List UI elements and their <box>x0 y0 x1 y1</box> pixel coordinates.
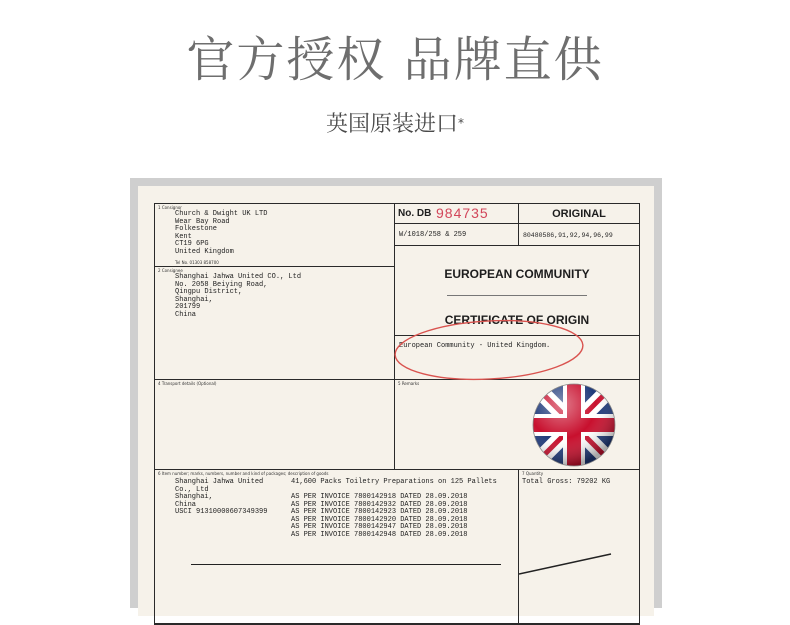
goods-description-box <box>155 470 519 624</box>
quantity-box <box>519 470 639 624</box>
consignor-address <box>175 211 267 257</box>
page-subheadline <box>0 110 790 140</box>
consignor-line: United Kingdom <box>175 247 234 256</box>
certificate-number-label: No. DB <box>398 208 432 219</box>
reference-right-box <box>519 224 639 246</box>
subheadline-text: 英国原装进口 <box>325 112 458 137</box>
invoice-line: AS PER INVOICE 7800142920 DATED 28.09.2018 <box>291 515 468 524</box>
quantity-value: Total Gross: 79202 KG <box>522 478 611 486</box>
remarks-label: 5 Remarks <box>398 381 420 386</box>
title-divider <box>447 295 587 296</box>
consignee-address <box>175 274 301 320</box>
quantity-label: 7 Quantity <box>522 471 544 476</box>
consignee-line: Qingpu District, <box>175 288 243 297</box>
remarks-box <box>395 380 639 470</box>
goods-header: 41,600 Packs Toiletry Preparations on 125 Pallets <box>291 478 497 486</box>
consignee-box <box>155 267 395 380</box>
country-of-origin-value: European Community - United Kingdom. <box>399 342 551 350</box>
consignee-line: No. 2058 Beiying Road, <box>175 280 268 289</box>
consignee-label: 2 Consignee <box>158 268 183 273</box>
invoice-list <box>291 494 467 540</box>
consignee-line: Shanghai, <box>175 295 213 304</box>
marks-line: Co., Ltd <box>175 485 209 494</box>
certificate-number-box <box>395 204 519 224</box>
marks-line: Shanghai Jahwa United <box>175 478 264 486</box>
marks-line: USCI 91310000607349399 <box>175 508 268 517</box>
reference-right-value: 80480586,91,92,94,96,99 <box>523 232 613 239</box>
transport-label: 4 Transport details (Optional) <box>158 381 217 386</box>
marks-line: China <box>175 500 197 509</box>
consignor-line: Wear Bay Road <box>175 217 230 226</box>
consignor-label: 1 Consignor <box>158 205 182 210</box>
consignor-line: Folkestone <box>175 225 218 234</box>
reference-left-box <box>395 224 519 246</box>
quantity-strike-line <box>519 550 639 580</box>
certificate-of-origin-title: CERTIFICATE OF ORIGIN <box>444 313 590 327</box>
invoice-line: AS PER INVOICE 7800142947 DATED 28.09.2018 <box>291 523 468 532</box>
consignor-telephone: Tel No. 01303 858700 <box>175 260 219 265</box>
footnote-mark: * <box>458 116 464 130</box>
certificate-paper <box>138 186 654 616</box>
consignee-line: Shanghai Jahwa United CO., Ltd <box>175 273 302 281</box>
goods-description-label: 6 Item number; marks, numbers, number and kind of packages; description of goods <box>158 471 329 476</box>
invoice-line: AS PER INVOICE 7800142923 DATED 28.09.2018 <box>291 508 468 517</box>
certificate-number-value: 984735 <box>436 205 489 221</box>
consignor-box <box>155 204 395 267</box>
certificate-frame <box>130 178 662 608</box>
consignor-line: Church & Dwight UK LTD <box>175 210 268 218</box>
transport-box <box>155 380 395 470</box>
original-box <box>519 204 639 224</box>
union-jack-flag-icon <box>531 382 617 468</box>
shipping-marks <box>175 479 267 517</box>
consignor-line: CT19 6PG <box>175 240 209 249</box>
consignee-line: 201799 <box>175 303 201 312</box>
consignee-line: China <box>175 310 197 319</box>
original-label: ORIGINAL <box>552 208 606 220</box>
consignor-line: Kent <box>175 232 192 241</box>
reference-left-value: W/1018/258 & 259 <box>399 231 467 239</box>
invoice-line: AS PER INVOICE 7800142932 DATED 28.09.2018 <box>291 500 468 509</box>
invoice-line: AS PER INVOICE 7800142948 DATED 28.09.2018 <box>291 530 468 539</box>
page-headline: 官方授权 品牌直供 <box>186 32 604 88</box>
goods-closing-line <box>191 564 501 565</box>
certificate-form <box>154 203 640 625</box>
origin-highlight-circle <box>391 316 591 386</box>
marks-line: Shanghai, <box>175 493 213 502</box>
invoice-line: AS PER INVOICE 7800142918 DATED 28.09.2018 <box>291 493 468 501</box>
community-title: EUROPEAN COMMUNITY <box>444 267 590 281</box>
